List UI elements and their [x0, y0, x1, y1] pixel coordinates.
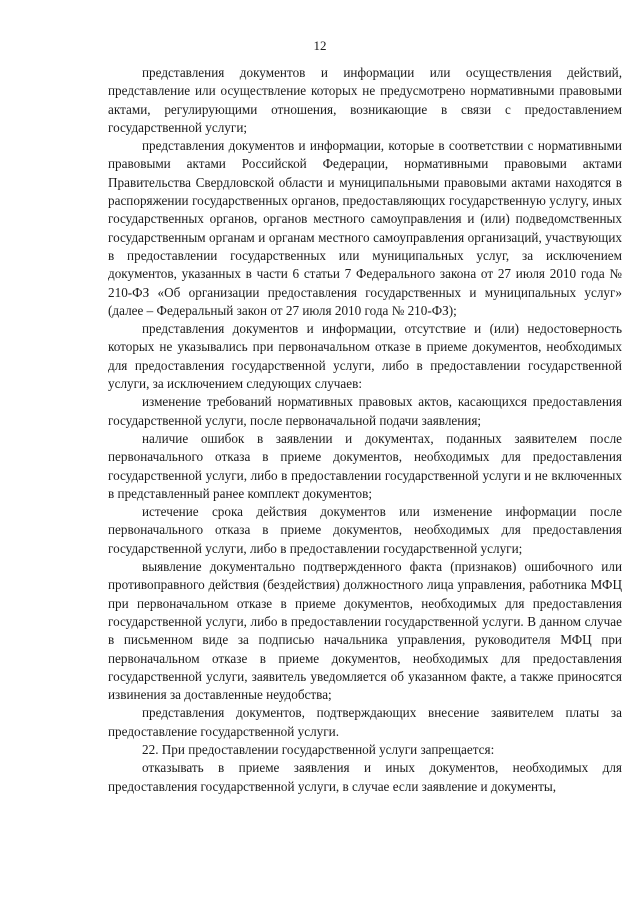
paragraph: изменение требований нормативных правовых актов, касающихся предоставления государственной услуги, после первоначальной подачи заявления;	[108, 394, 622, 428]
paragraph: представления документов и информации или осуществления действий, представление или осуществление которых не предусмотрено нормативными правовыми актами, регулирующими отношения, возникающие в связи с предоставлением государственной услуги;	[108, 65, 622, 135]
paragraph: отказывать в приеме заявления и иных документов, необходимых для предоставления государственной услуги, в случае если заявление и документы,	[108, 760, 622, 794]
paragraph: выявление документально подтвержденного факта (признаков) ошибочного или противоправного действия (бездействия) должностного лица управления, работника МФЦ при первоначальном отказе в приеме документов, необходимых для предоставления государственной услуги, либо в предоставлении государственной услуги. В данном случае в письменном виде за подписью начальника управления, руководителя МФЦ при первоначальном отказе в приеме документов, необходимых для предоставления государственной услуги, заявитель уведомляется об указанном факте, а также приносятся извинения за доставленные неудобства;	[108, 559, 622, 703]
paragraph: представления документов и информации, отсутствие и (или) недостоверность которых не указывались при первоначальном отказе в приеме документов, необходимых для предоставления государственной услуги, либо в предоставлении государственной услуги, за исключением следующих случаев:	[108, 321, 622, 392]
paragraph: истечение срока действия документов или изменение информации после первоначального отказа в приеме документов, необходимых для предоставления государственной услуги, либо в предоставлении государственной услуги;	[108, 504, 622, 556]
paragraph: представления документов, подтверждающих внесение заявителем платы за предоставление государственной услуги.	[108, 705, 622, 739]
paragraph: представления документов и информации, которые в соответствии с нормативными правовыми актами Российской Федерации, нормативными правовыми актами Правительства Свердловской области и муниципальными правовыми актами находятся в распоряжении государственных органов, предоставляющих государственную услугу, иных государственных органов, органов местного самоуправления и (или) подведомственных государственным органам и органам местного самоуправления организаций, участвующих в предоставлении государственных или муниципальных услуг, за исключением документов, указанных в части 6 статьи 7 Федерального закона от 27 июля 2010 года № 210-ФЗ «Об организации предоставления государственных и муниципальных услуг» (далее – Федеральный закон от 27 июля 2010 года № 210-ФЗ);	[108, 138, 622, 318]
paragraph: наличие ошибок в заявлении и документах, поданных заявителем после первоначального отказа в приеме документов, необходимых для предоставления государственной услуги, либо в предоставлении государственной услуги и не включенных в представленный ранее комплект документов;	[108, 430, 622, 501]
paragraph: 22. При предоставлении государственной услуги запрещается:	[142, 741, 495, 757]
document-body	[108, 64, 622, 796]
page-number: 12	[313, 38, 327, 53]
